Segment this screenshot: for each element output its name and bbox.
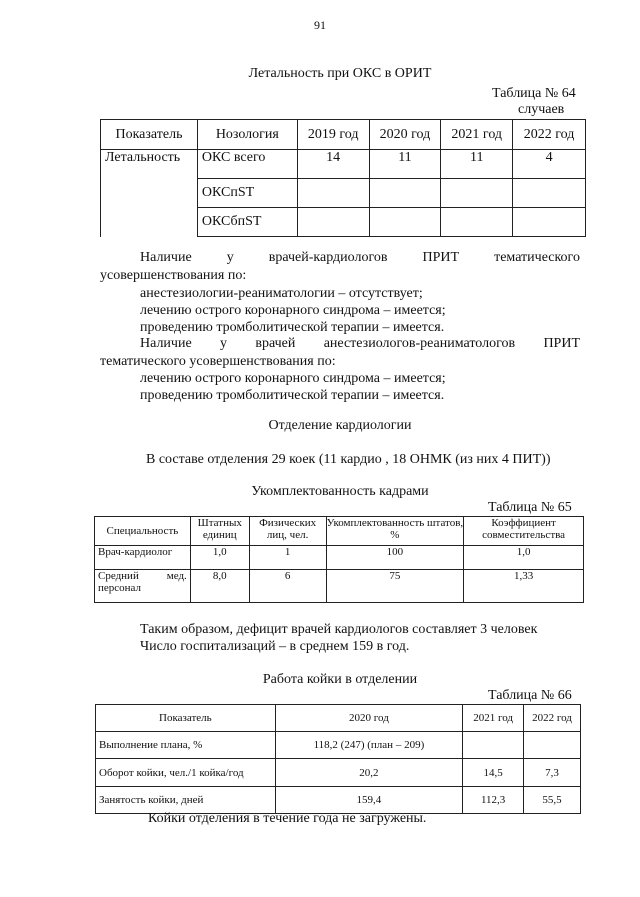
table-64-header: Показатель — [101, 120, 198, 150]
paragraph-line: лечению острого коронарного синдрома – имеется; — [140, 303, 446, 318]
table-65-header: Физических лиц, чел. — [249, 517, 326, 546]
table-64-cell — [441, 179, 513, 208]
paragraph-line: тематического усовершенствования по: — [100, 354, 336, 369]
table-64 — [100, 119, 586, 237]
table-row — [101, 150, 586, 179]
table-64-cell: 11 — [441, 150, 513, 179]
table-64-cell — [297, 179, 369, 208]
table-64-unit: случаев — [518, 102, 565, 117]
table-66-cell: 7,3 — [524, 759, 581, 787]
paragraph-line: лечению острого коронарного синдрома – имеется; — [140, 371, 446, 386]
table-64-cell: ОКС всего — [197, 150, 297, 179]
table-66-number: Таблица № 66 — [488, 688, 572, 703]
table-64-header: Нозология — [197, 120, 297, 150]
table-row — [96, 732, 581, 759]
table-66-cell: 112,3 — [463, 787, 524, 814]
table-65-cell: 1 — [249, 546, 326, 570]
section-title-staffing: Укомплектованность кадрами — [251, 484, 429, 499]
table-65-header: Штатных единиц — [190, 517, 249, 546]
paragraph-line: анестезиологии-реаниматологии – отсутствует; — [140, 286, 423, 301]
word: тематического — [494, 250, 580, 265]
table-65-header: Коэффициент совместительства — [464, 517, 584, 546]
table-66-cell: 55,5 — [524, 787, 581, 814]
word: Наличие — [140, 336, 192, 351]
table-64-header: 2021 год — [441, 120, 513, 150]
word: Наличие — [140, 250, 192, 265]
word: у — [220, 336, 228, 351]
table-66-cell — [524, 732, 581, 759]
table-64-header: 2019 год — [297, 120, 369, 150]
table-66-cell: Оборот койки, чел./1 койка/год — [96, 759, 276, 787]
table-66-cell — [463, 732, 524, 759]
table-64-header: 2020 год — [369, 120, 441, 150]
word: анестезиологов-реаниматологов — [323, 336, 516, 351]
table-66-header: 2020 год — [275, 705, 463, 732]
table-64-cell: 4 — [513, 150, 586, 179]
table-64-header: 2022 год — [513, 120, 586, 150]
table-65-header: Укомплектованность штатов, % — [326, 517, 464, 546]
paragraph-line: усовершенствования по: — [100, 268, 247, 283]
table-65-header: Специальность — [95, 517, 191, 546]
deficit-text: Таким образом, дефицит врачей кардиологов составляет 3 человек — [140, 622, 538, 637]
table-65-number: Таблица № 65 — [488, 500, 572, 515]
word: у — [226, 250, 234, 265]
department-beds-text: В составе отделения 29 коек (11 кардио , 18 ОНМК (из них 4 ПИТ)) — [146, 452, 551, 467]
table-66 — [95, 704, 581, 814]
table-64-cell: ОКСбпST — [197, 208, 297, 237]
table-64-cell: 14 — [297, 150, 369, 179]
section-title-bed-work: Работа койки в отделении — [262, 672, 418, 687]
table-row — [95, 546, 584, 570]
paragraph-line: проведению тромболитической терапии – имеется. — [140, 388, 445, 403]
table-65-cell: 1,0 — [190, 546, 249, 570]
section-title-cardiology: Отделение кардиологии — [268, 418, 412, 433]
table-64-cell: Летальность — [101, 150, 198, 237]
table-64-cell: ОКСпST — [197, 179, 297, 208]
word: ПРИТ — [422, 250, 460, 265]
table-64-cell: 11 — [369, 150, 441, 179]
table-65-cell: 1,0 — [464, 546, 584, 570]
table-64-cell — [513, 179, 586, 208]
word: врачей-кардиологов — [268, 250, 388, 265]
table-66-cell: 118,2 (247) (план – 209) — [275, 732, 463, 759]
table-65-cell: 1,33 — [464, 570, 584, 603]
section-title-lethality: Летальность при ОКС в ОРИТ — [248, 66, 432, 81]
table-65 — [94, 516, 584, 603]
table-65-cell: Врач-кардиолог — [95, 546, 191, 570]
page-number: 91 — [314, 18, 326, 32]
table-66-cell: 14,5 — [463, 759, 524, 787]
table-66-cell: 159,4 — [275, 787, 463, 814]
table-65-cell: Средний мед. персонал — [95, 570, 191, 603]
paragraph-line — [140, 336, 580, 352]
paragraph-line — [140, 250, 580, 266]
table-row — [95, 570, 584, 603]
table-66-header: Показатель — [96, 705, 276, 732]
table-65-cell: 8,0 — [190, 570, 249, 603]
beds-not-loaded-text: Койки отделения в течение года не загружены. — [148, 811, 427, 826]
table-64-cell — [297, 208, 369, 237]
table-64-cell — [441, 208, 513, 237]
word: врачей — [255, 336, 296, 351]
hospitalizations-text: Число госпитализаций – в среднем 159 в год. — [140, 639, 410, 654]
table-64-cell — [369, 179, 441, 208]
paragraph-line: проведению тромболитической терапии – имеется. — [140, 320, 445, 335]
table-64-cell — [369, 208, 441, 237]
table-64-number: Таблица № 64 — [492, 86, 576, 101]
table-65-cell: 100 — [326, 546, 464, 570]
table-66-header: 2022 год — [524, 705, 581, 732]
table-row — [96, 759, 581, 787]
table-66-cell: Занятость койки, дней — [96, 787, 276, 814]
word: ПРИТ — [543, 336, 580, 351]
table-66-header: 2021 год — [463, 705, 524, 732]
table-65-cell: 6 — [249, 570, 326, 603]
table-66-cell: 20,2 — [275, 759, 463, 787]
table-65-cell: 75 — [326, 570, 464, 603]
table-64-cell — [513, 208, 586, 237]
table-66-cell: Выполнение плана, % — [96, 732, 276, 759]
